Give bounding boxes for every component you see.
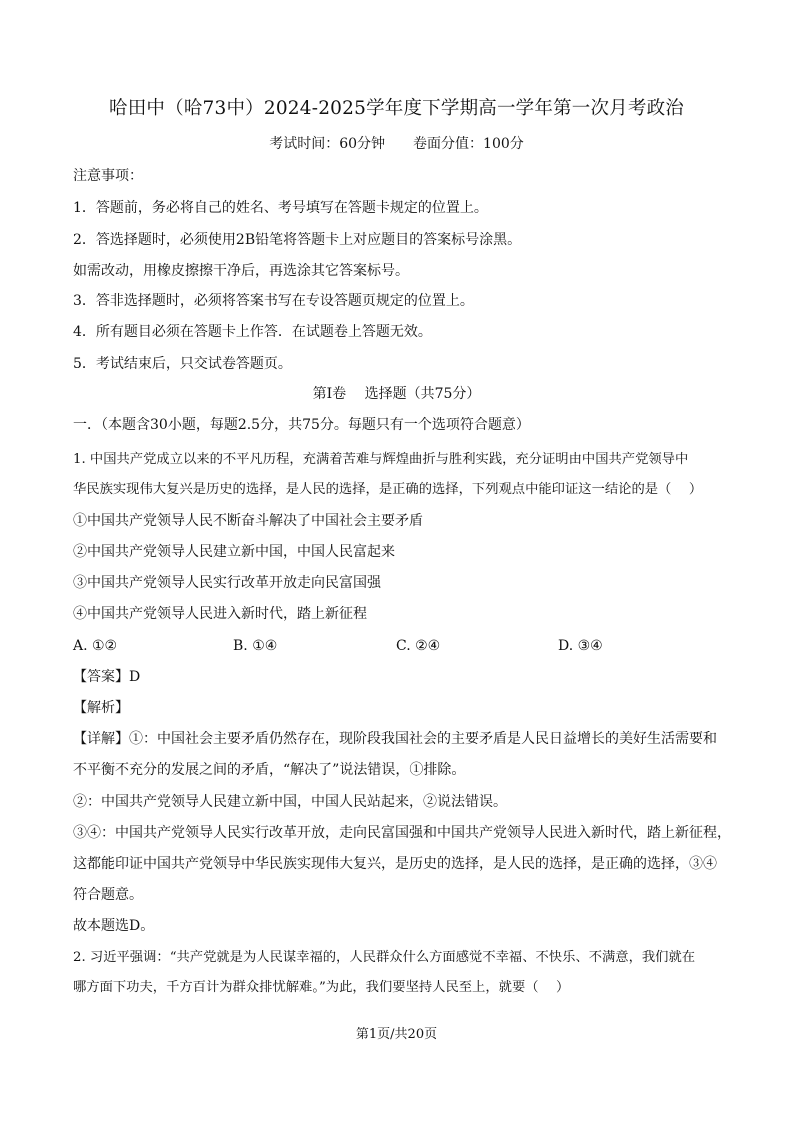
question-1-stem: 1. 中国共产党成立以来的不平凡历程，充满着苦难与辉煌曲折与胜利实践，充分证明由中国共产党领导中 [73, 452, 689, 467]
notice-item: 5．考试结束后，只交试卷答题页。 [73, 356, 292, 372]
page-footer: 第1页/共20页 [355, 1027, 438, 1042]
notice-item: 2．答选择题时，必须使用2B铅笔将答题卡上对应题目的答案标号涂黑。 [73, 232, 522, 248]
section-title: 第Ⅰ卷 选择题（共75分） [312, 386, 481, 402]
detail-line: ②：中国共产党领导人民建立新中国，中国人民站起来，②说法错误。 [73, 794, 507, 810]
question-1-options [73, 636, 733, 656]
question-1-statement: ①中国共产党领导人民不断奋斗解决了中国社会主要矛盾 [73, 513, 423, 529]
option-d: D. ③④ [558, 638, 603, 654]
detail-line: 不平衡不充分的发展之间的矛盾，“解决了”说法错误，①排除。 [73, 762, 466, 778]
detail-line: 符合题意。 [73, 887, 143, 903]
question-1-statement: ③中国共产党领导人民实行改革开放走向民富国强 [73, 575, 381, 591]
option-a: A. ①② [73, 638, 118, 654]
section-instructions: 一．（本题含30小题，每题2.5分，共75分。每题只有一个选项符合题意） [73, 417, 530, 433]
notice-item: 3．答非选择题时，必须将答案书写在专设答题页规定的位置上。 [73, 293, 474, 309]
notice-item: 1．答题前，务必将自己的姓名、考号填写在答题卡规定的位置上。 [73, 200, 488, 216]
detail-line: 【详解】①：中国社会主要矛盾仍然存在，现阶段我国社会的主要矛盾是人民日益增长的美好生活需要和 [73, 731, 717, 747]
question-1-statement: ④中国共产党领导人民进入新时代，踏上新征程 [73, 606, 367, 622]
exam-info: 考试时间：60分钟 卷面分值：100分 [269, 136, 524, 152]
option-b: B. ①④ [233, 638, 278, 654]
detail-line: ③④：中国共产党领导人民实行改革开放，走向民富国强和中国共产党领导人民进入新时代，踏上新征程， [73, 825, 731, 841]
notice-heading: 注意事项： [73, 168, 143, 184]
answer-row [73, 667, 140, 687]
question-2-stem: 哪方面下功夫，千方百计为群众排忧解难。”为此，我们要坚持人民至上，就要（ ） [73, 980, 570, 995]
analysis-label: 【解析】 [73, 700, 129, 716]
detail-line: 这都能印证中国共产党领导中华民族实现伟大复兴，是历史的选择，是人民的选择，是正确的选择，③④ [73, 856, 717, 872]
notice-item: 如需改动，用橡皮擦擦干净后，再选涂其它答案标号。 [73, 263, 409, 279]
notice-item: 4．所有题目必须在答题卡上作答．在试题卷上答题无效。 [73, 324, 432, 340]
question-2-stem: 2. 习近平强调：“共产党就是为人民谋幸福的，人民群众什么方面感觉不幸福、不快乐、不满意，我们就在 [73, 950, 696, 965]
question-1-stem: 华民族实现伟大复兴是历史的选择，是人民的选择，是正确的选择，下列观点中能印证这一结论的是（ ） [73, 482, 703, 497]
option-c: C. ②④ [396, 638, 441, 654]
answer-label: 【答案】 [73, 669, 129, 685]
detail-line: 故本题选D。 [73, 918, 155, 934]
answer-value: D [129, 669, 141, 685]
exam-title: 哈田中（哈73中）2024-2025学年度下学期高一学年第一次月考政治 [109, 98, 684, 119]
question-1-statement: ②中国共产党领导人民建立新中国，中国人民富起来 [73, 544, 395, 560]
